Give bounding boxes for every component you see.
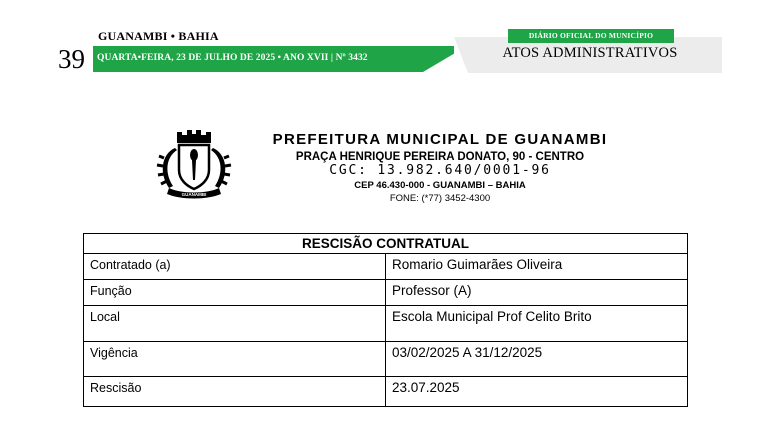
table-row xyxy=(84,377,688,407)
row-value-funcao: Professor (A) xyxy=(386,280,688,306)
table-row xyxy=(84,342,688,377)
row-value-contratado: Romario Guimarães Oliveira xyxy=(386,254,688,280)
row-value-rescisao: 23.07.2025 xyxy=(386,377,688,407)
row-value-vigencia: 03/02/2025 A 31/12/2025 xyxy=(386,342,688,377)
diario-oficial-tag: DIÁRIO OFICIAL DO MUNICÍPIO xyxy=(508,29,674,43)
row-label-funcao: Função xyxy=(84,280,386,306)
letterhead-cgc: CGC: 13.982.640/0001-96 xyxy=(329,163,551,178)
table-row xyxy=(84,306,688,342)
page-number: 39 xyxy=(58,44,85,74)
table-title: RESCISÃO CONTRATUAL xyxy=(84,234,688,254)
edition-info: QUARTA•FEIRA, 23 DE JULHO DE 2025 • ANO XVII | Nº 3432 xyxy=(97,53,368,63)
row-label-contratado: Contratado (a) xyxy=(84,254,386,280)
table-row xyxy=(84,254,688,280)
letterhead-phone: FONE: (*77) 3452-4300 xyxy=(389,193,491,204)
letterhead-title: PREFEITURA MUNICIPAL DE GUANAMBI xyxy=(272,131,608,148)
header-city: GUANAMBI • BAHIA xyxy=(98,29,219,43)
row-value-local: Escola Municipal Prof Celito Brito xyxy=(386,306,688,342)
coat-of-arms-motto: GUANAMBI xyxy=(181,192,207,197)
rescisao-table xyxy=(83,233,688,407)
letterhead-address: PRAÇA HENRIQUE PEREIRA DONATO, 90 - CENTRO xyxy=(295,151,585,163)
row-label-vigencia: Vigência xyxy=(84,342,386,377)
table-row xyxy=(84,280,688,306)
section-banner-notch xyxy=(454,37,468,73)
row-label-rescisao: Rescisão xyxy=(84,377,386,407)
section-title: ATOS ADMINISTRATIVOS xyxy=(502,45,678,61)
letterhead-cep: CEP 46.430-000 - GUANAMBI – BAHIA xyxy=(354,180,526,191)
row-label-local: Local xyxy=(84,306,386,342)
coat-of-arms-icon xyxy=(155,128,233,200)
